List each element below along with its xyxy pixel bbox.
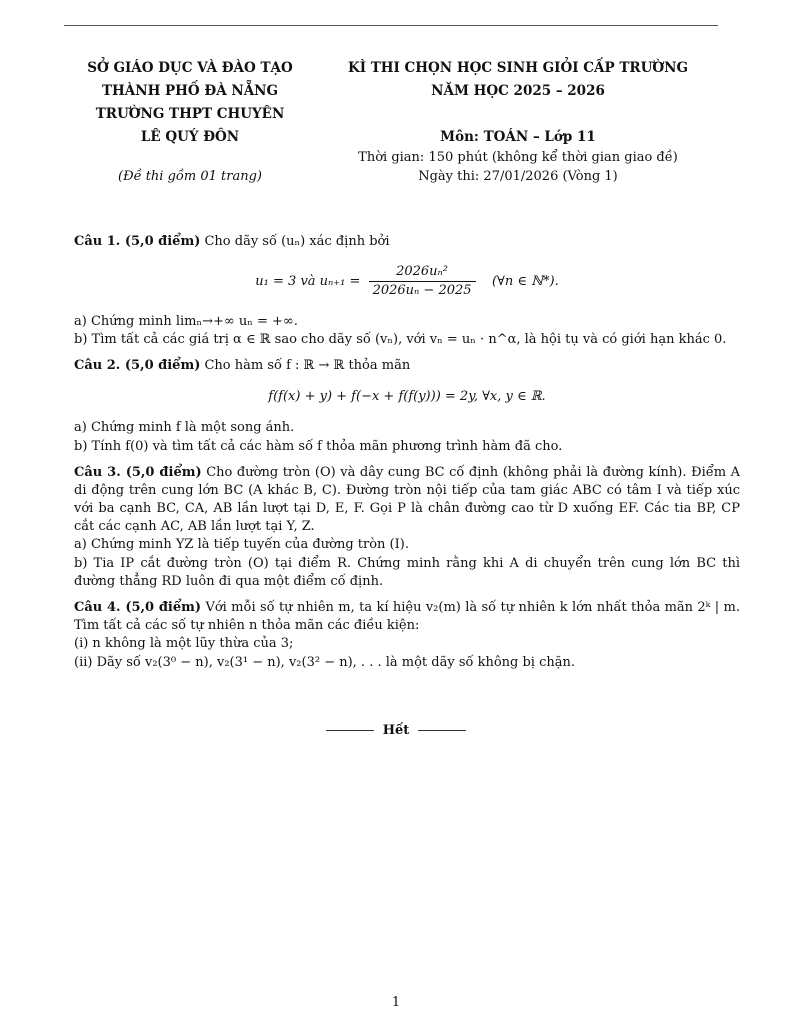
top-rule — [64, 25, 718, 26]
question-label: Câu 4. (5,0 điểm) — [74, 600, 202, 615]
pages-note: (Đề thi gồm 01 trang) — [118, 169, 262, 184]
formula-denominator: 2026uₙ − 2025 — [372, 283, 472, 299]
question-3 — [74, 464, 740, 591]
question-label: Câu 1. (5,0 điểm) — [74, 234, 201, 249]
question-intro: Với mỗi số tự nhiên m, ta kí hiệu v₂(m) là số tự nhiên k lớn nhất thỏa mãn 2ᵏ | m. Tìm tất cả các số tự nhiên n thỏa mãn các điều kiện: — [74, 600, 741, 634]
question-part: a) Chứng minh f là một song ánh. — [74, 420, 295, 436]
issuer-block — [62, 57, 318, 149]
question-part: a) Chứng minh YZ là tiếp tuyến của đường tròn (I). — [74, 537, 409, 553]
exam-title: KÌ THI CHỌN HỌC SINH GIỎI CẤP TRƯỜNG — [347, 60, 689, 76]
formula-numerator: 2026uₙ² — [369, 263, 476, 282]
question-label: Câu 2. (5,0 điểm) — [74, 357, 201, 373]
question-1 — [74, 233, 740, 349]
question-part: b) Tìm tất cả các giá trị α ∈ ℝ sao cho dãy số (vₙ), với vₙ = uₙ · n^α, là hội tụ và có giới hạn khác 0. — [74, 331, 727, 347]
formula-fraction — [369, 263, 476, 300]
formula-right: (∀n ∈ ℕ*). — [491, 274, 559, 290]
issuer-line: SỞ GIÁO DỤC VÀ ĐÀO TẠO — [87, 60, 293, 76]
exam-body — [74, 233, 740, 672]
question-intro: Cho đường tròn (O) và dây cung BC cố định (không phải là đường kính). Điểm A di động trên cung lớn BC (A khác B, C). Đường tròn nội tiếp của tam giác ABC có tâm I và tiếp xúc với ba cạnh BC, CA, AB lần lượt tại D, E, F. Gọi P là chân đường cao từ D xuống EF. Các tia BP, CP cắt các cạnh AC, AB lần lượt tại Y, Z. — [74, 464, 740, 535]
question-intro: Cho dãy số (uₙ) xác định bởi — [204, 234, 390, 249]
exam-title-block — [318, 57, 718, 103]
end-text: Hết — [382, 723, 410, 738]
question-2 — [74, 357, 740, 456]
subject: Môn: TOÁN – Lớp 11 — [440, 129, 596, 145]
question-part: (i) n không là một lũy thừa của 3; — [74, 636, 294, 652]
formula-left: u₁ = 3 và uₙ₊₁ = — [255, 274, 361, 290]
question-part: a) Chứng minh limₙ→+∞ uₙ = +∞. — [74, 313, 298, 329]
question-part: b) Tia IP cắt đường tròn (O) tại điểm R. Chứng minh rằng khi A di chuyển trên cung lớn BC thì đường thẳng RD luôn đi qua một điểm cố định. — [74, 555, 740, 589]
exam-duration: Thời gian: 150 phút (không kể thời gian giao đề) — [358, 150, 678, 165]
school-year: NĂM HỌC 2025 – 2026 — [431, 83, 605, 99]
issuer-line: LÊ QUÝ ĐÔN — [140, 129, 240, 145]
end-marker — [0, 722, 792, 740]
page-number: 1 — [391, 995, 401, 1010]
issuer-line: TRƯỜNG THPT CHUYÊN — [95, 106, 285, 122]
question-intro: Cho hàm số f : ℝ → ℝ thỏa mãn — [204, 357, 411, 373]
question-part: b) Tính f(0) và tìm tất cả các hàm số f thỏa mãn phương trình hàm đã cho. — [74, 438, 563, 454]
exam-date: Ngày thi: 27/01/2026 (Vòng 1) — [418, 169, 618, 184]
recurrence-formula — [74, 263, 740, 300]
question-4 — [74, 599, 740, 672]
end-dash — [418, 730, 466, 731]
question-part: (ii) Dãy số v₂(3⁰ − n), v₂(3¹ − n), v₂(3² − n), . . . là một dãy số không bị chặn. — [74, 654, 576, 670]
functional-equation: f(f(x) + y) + f(−x + f(f(y))) = 2y, ∀x, y ∈ ℝ. — [268, 389, 546, 405]
question-label: Câu 3. (5,0 điểm) — [74, 464, 202, 480]
issuer-line: THÀNH PHỐ ĐÀ NẴNG — [101, 83, 279, 99]
end-dash — [326, 730, 374, 731]
